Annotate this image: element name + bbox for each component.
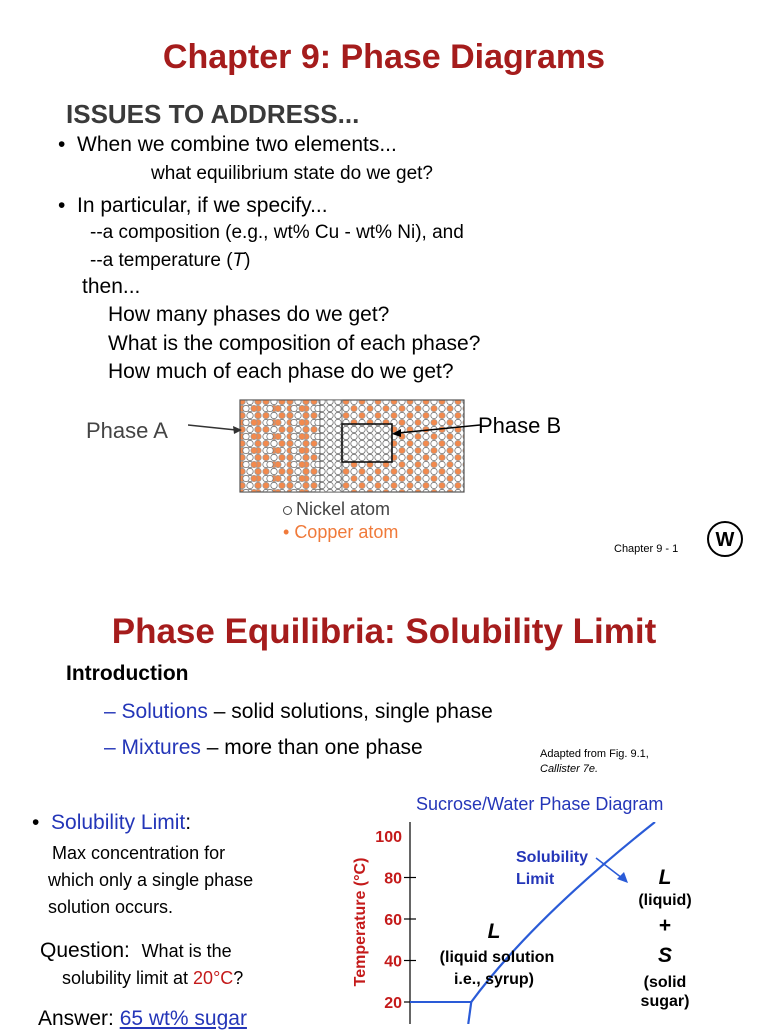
phase-diagram-chart — [340, 822, 760, 1024]
introduction-heading: Introduction — [66, 662, 189, 685]
solubility-limit-bullet — [32, 811, 191, 835]
bullet-1 — [58, 133, 397, 157]
slide2-title: Phase Equilibria: Solubility Limit — [111, 612, 657, 651]
question-pre: solubility limit at — [62, 968, 194, 988]
nickel-atom-icon — [283, 506, 292, 515]
solubility-annotation-2: Limit — [516, 871, 555, 888]
mixtures-desc: – more than one phase — [206, 736, 423, 759]
temp-text-post: ) — [244, 250, 251, 271]
question-3: How much of each phase do we get? — [108, 360, 454, 383]
mixtures-item — [104, 736, 423, 760]
bullet-2-text: In particular, if we specify... — [77, 194, 328, 217]
y-axis-label-group — [352, 858, 369, 987]
y-axis-label: Temperature (°C) — [352, 857, 369, 987]
region-two-phase-S: S — [657, 944, 673, 967]
issues-heading: ISSUES TO ADDRESS... — [66, 99, 360, 129]
question-label: Question: — [40, 939, 130, 962]
region-two-phase-liquid: (liquid) — [638, 892, 692, 909]
bullet-dot: • — [58, 194, 78, 217]
chart-title: Sucrose/Water Phase Diagram — [416, 794, 664, 814]
solutions-desc: – solid solutions, single phase — [213, 700, 493, 723]
bullet-2-sub-2 — [90, 250, 250, 272]
bullet-1-sub: what equilibrium state do we get? — [151, 163, 433, 184]
nickel-legend — [283, 499, 390, 520]
mixtures-term: Mixtures — [121, 736, 201, 759]
definition-line-3: solution occurs. — [48, 897, 174, 917]
question-post: ? — [233, 968, 244, 988]
copper-legend-text: Copper atom — [294, 522, 399, 542]
then-text: then... — [82, 275, 141, 298]
bullet-dot: • — [58, 133, 78, 156]
region-two-phase-solid-1: (solid — [643, 974, 687, 991]
copper-atom-icon: • — [283, 522, 295, 542]
answer-line — [38, 1007, 247, 1031]
solubility-annotation-1: Solubility — [516, 849, 588, 866]
slide1-footer: Chapter 9 - 1 — [614, 543, 679, 555]
solubility-curve-extension — [468, 1002, 471, 1024]
question-temp: 20°C — [193, 968, 234, 988]
bullet-2-sub-1: --a composition (e.g., wt% Cu - wt% Ni), and — [90, 222, 464, 243]
adapted-note-1: Adapted from Fig. 9.1, — [540, 748, 649, 760]
y-tick-label: 80 — [384, 870, 402, 888]
answer-value: 65 wt% sugar — [119, 1007, 247, 1030]
y-tick-label: 20 — [384, 995, 402, 1012]
logo-text: W — [715, 529, 735, 551]
bullet-1-text: When we combine two elements... — [77, 133, 397, 156]
phase-a-arrow-icon — [188, 420, 244, 438]
solubility-limit-term: Solubility Limit — [51, 811, 186, 834]
temp-var: T — [232, 250, 245, 271]
bullet-dot: • — [32, 811, 52, 834]
slide1-title: Chapter 9: Phase Diagrams — [162, 38, 606, 76]
answer-label: Answer: — [38, 1007, 114, 1030]
copper-legend — [283, 522, 398, 543]
adapted-note-2: Callister 7e. — [540, 763, 599, 775]
phase-b-label: Phase B — [478, 413, 562, 438]
question-2: What is the composition of each phase? — [108, 332, 481, 355]
region-two-phase-plus: + — [658, 914, 672, 937]
bullet-2 — [58, 194, 328, 218]
question-line-1 — [40, 939, 232, 963]
phase-a-label: Phase A — [86, 418, 168, 443]
y-tick-label: 100 — [375, 829, 402, 846]
question-line-2 — [62, 968, 243, 989]
colon: : — [185, 811, 192, 834]
region-two-phase-solid-2: sugar) — [640, 993, 690, 1010]
region-liquid-symbol: L — [487, 920, 501, 943]
question-1: How many phases do we get? — [108, 303, 390, 326]
region-liquid-line-1: (liquid solution — [439, 949, 555, 966]
temp-text-pre: --a temperature ( — [90, 250, 233, 271]
dash: – — [104, 736, 116, 759]
dash: – — [104, 700, 116, 723]
region-two-phase-L: L — [658, 866, 672, 889]
solutions-term: Solutions — [121, 700, 208, 723]
y-tick-label: 60 — [384, 912, 402, 929]
phase-b-arrow-icon — [390, 422, 482, 438]
atom-lattice-illustration — [238, 398, 466, 494]
publisher-logo-icon — [705, 519, 745, 559]
question-text: What is the — [141, 941, 232, 961]
solutions-item — [104, 700, 493, 724]
solubility-arrow-icon — [617, 872, 628, 883]
definition-line-2: which only a single phase — [48, 870, 254, 890]
y-tick-label: 40 — [384, 953, 402, 971]
nickel-legend-text: Nickel atom — [296, 499, 391, 519]
region-liquid-line-2: i.e., syrup) — [453, 971, 535, 988]
definition-line-1: Max concentration for — [52, 843, 226, 863]
